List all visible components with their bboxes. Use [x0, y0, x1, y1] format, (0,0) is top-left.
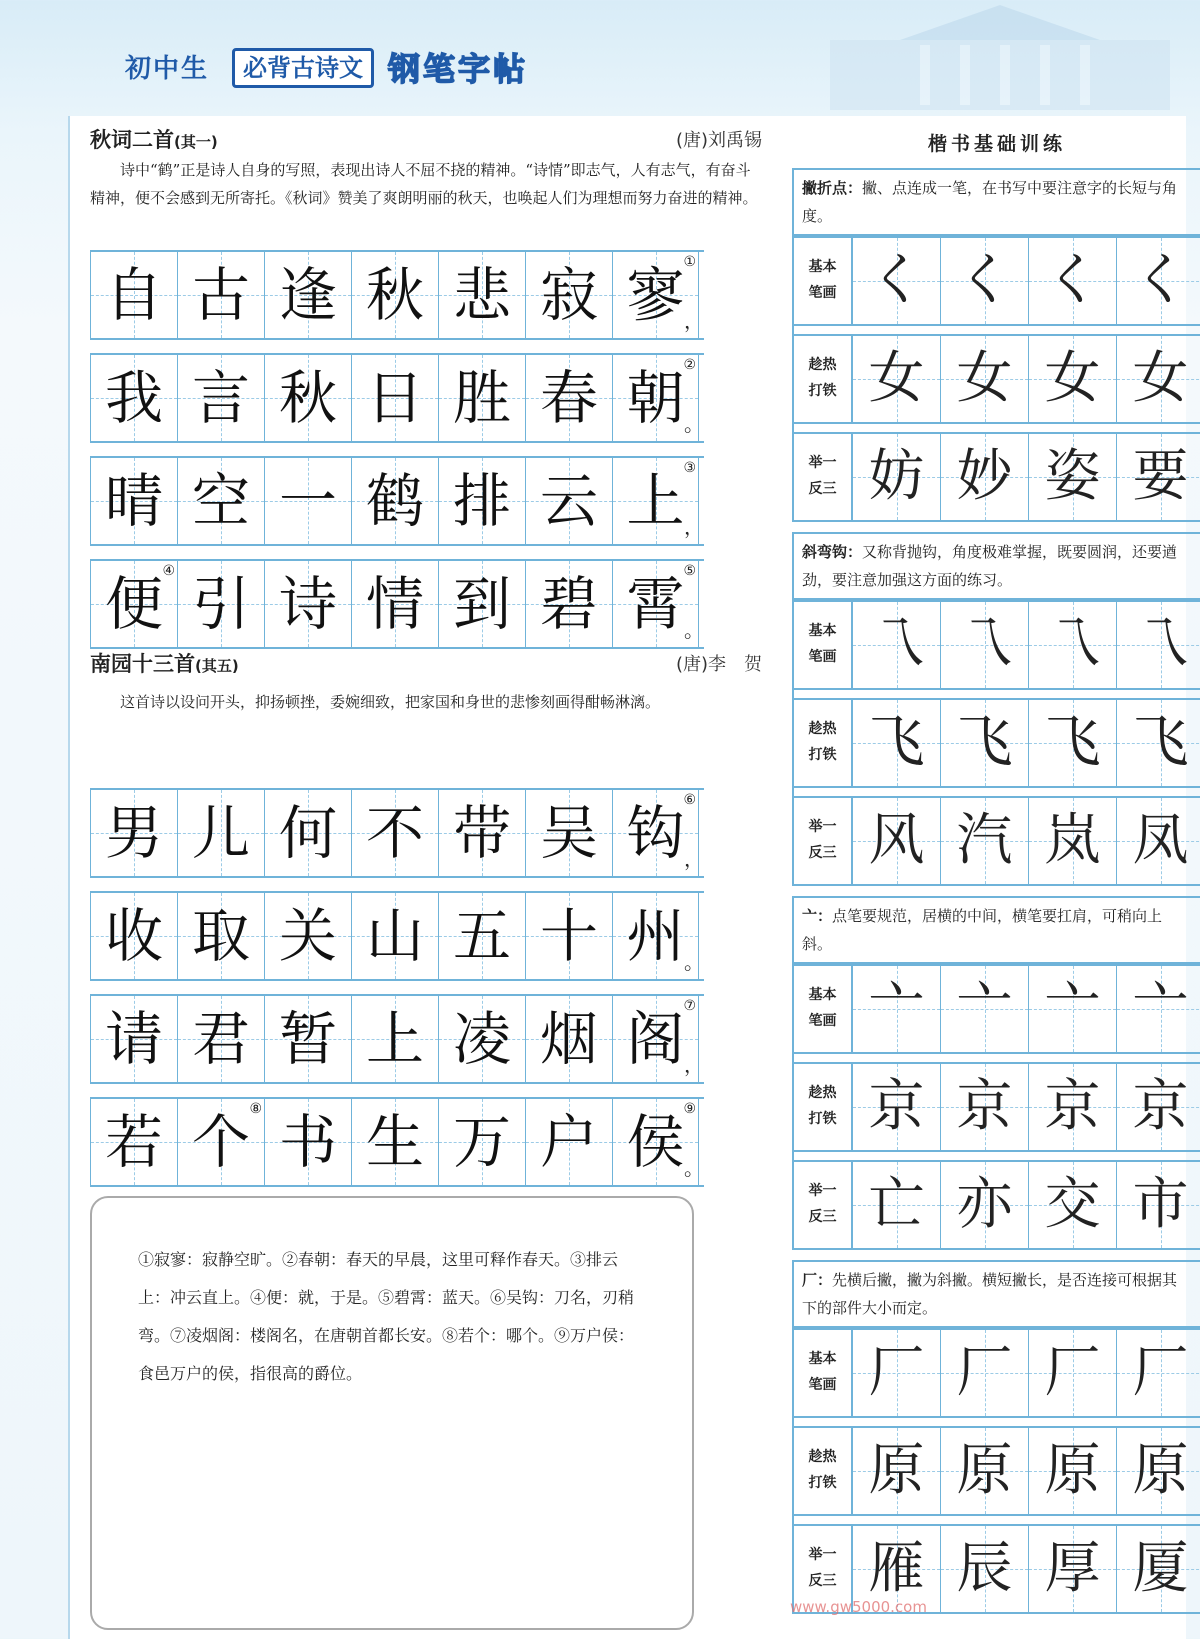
practice-char: 女	[1132, 346, 1189, 411]
poem2-char-cell	[90, 790, 177, 876]
practice-cell	[852, 1064, 940, 1150]
poem1-char-cell	[438, 355, 525, 441]
poem1-punctuation: 。	[684, 618, 704, 642]
practice-char: 乁	[1132, 612, 1189, 677]
poem2-char: 烟	[539, 1005, 598, 1073]
practice-block	[792, 896, 1200, 1250]
poem2-subtitle: (其五)	[195, 657, 239, 675]
practice-row-hot	[794, 698, 1200, 788]
poem1-char: 诗	[278, 570, 337, 638]
practice-cell	[1028, 1330, 1116, 1416]
poem2-char: 户	[539, 1108, 598, 1176]
poem1-char: 我	[104, 364, 163, 432]
poem2-char: 阁	[626, 1005, 685, 1073]
practice-char: 凤	[1132, 808, 1189, 873]
poem2-char: 何	[278, 799, 337, 867]
poems-column	[90, 116, 770, 1180]
poem1-row	[90, 252, 704, 340]
poem2-char-cell	[264, 893, 351, 979]
poem2-author: (唐)李 贺	[675, 654, 762, 675]
poem2-char-cell	[351, 790, 438, 876]
practice-char: 女	[1044, 346, 1101, 411]
practice-cell	[940, 1330, 1028, 1416]
poem2-char-cell	[177, 996, 264, 1082]
practice-char: 亠	[868, 976, 925, 1041]
poem2-char-cell	[177, 1099, 264, 1185]
poem1-punctuation: ，	[684, 309, 704, 333]
poem2-char-cell	[351, 1099, 438, 1185]
poem1-char-cell	[177, 458, 264, 544]
practice-cell	[940, 336, 1028, 422]
poem1-char-cell	[525, 355, 612, 441]
poem1-title	[90, 124, 218, 154]
practice-char: 要	[1132, 444, 1189, 509]
poem1-char: 晴	[104, 467, 163, 535]
poem2-punctuation: 。	[684, 950, 704, 974]
practice-row-label: 基本 笔画	[794, 602, 852, 688]
practice-row-hot	[794, 1426, 1200, 1516]
practice-char: 亠	[1044, 976, 1101, 1041]
practice-cell	[1028, 602, 1116, 688]
poem2-char: 带	[452, 799, 511, 867]
poem1-char-cell	[264, 355, 351, 441]
poem1-char: 古	[191, 261, 250, 329]
poem2-char-cell	[438, 1099, 525, 1185]
practice-cell	[852, 336, 940, 422]
poem1-char: 引	[191, 570, 250, 638]
practice-cell	[852, 1330, 940, 1416]
poem1-char-cell	[525, 252, 612, 338]
poem1-char: 言	[191, 364, 250, 432]
poem1-char-cell	[612, 355, 704, 441]
poem2-char: 十	[539, 902, 598, 970]
practice-char: く	[956, 248, 1013, 313]
poem2-char: 万	[452, 1108, 511, 1176]
poem1-char-cell	[264, 252, 351, 338]
poem1-char: 到	[452, 570, 511, 638]
practice-char: 女	[868, 346, 925, 411]
practice-description	[794, 534, 1200, 600]
practice-cell	[852, 798, 940, 884]
practice-cell	[940, 1428, 1028, 1514]
poem2-char: 生	[365, 1108, 424, 1176]
practice-row-label: 基本 笔画	[794, 966, 852, 1052]
practice-cell	[1116, 1064, 1200, 1150]
practice-char: 亡	[868, 1172, 925, 1237]
banner-title-part2: 必背古诗文	[232, 48, 374, 88]
poem1-char: 碧	[539, 570, 598, 638]
poem1-title-text: 秋词二首	[90, 128, 174, 152]
practice-cell	[940, 1064, 1028, 1150]
stroke-tip: 点笔要规范，居横的中间，横笔要扛肩，可稍向上斜。	[802, 907, 1163, 953]
practice-row-label: 基本 笔画	[794, 1330, 852, 1416]
practice-cell	[940, 798, 1028, 884]
practice-cell	[1028, 336, 1116, 422]
practice-char: 飞	[1044, 710, 1101, 775]
building-illustration	[800, 0, 1200, 110]
poem1-row	[90, 559, 704, 649]
practice-char: 飞	[868, 710, 925, 775]
poem2-char: 山	[365, 902, 424, 970]
practice-cell	[852, 434, 940, 520]
practice-row-label: 趁热 打铁	[794, 700, 852, 786]
poem1-char: 秋	[365, 261, 424, 329]
practice-char: 厂	[1132, 1340, 1189, 1405]
poem2-title-text: 南园十三首	[90, 652, 195, 676]
poem2-row	[90, 891, 704, 981]
practice-row-label: 基本 笔画	[794, 238, 852, 324]
banner-title-part3: 钢笔字帖	[388, 50, 529, 88]
poem1-char-cell	[438, 561, 525, 647]
footnote-marker: ⑦	[683, 998, 696, 1014]
footnote-marker: ②	[683, 357, 696, 373]
practice-cell	[1028, 1428, 1116, 1514]
poem1-char-cell	[177, 355, 264, 441]
poem1-char-cell	[612, 561, 704, 647]
poem2-char-cell	[90, 996, 177, 1082]
practice-char: 厦	[1132, 1536, 1189, 1601]
poem2-char: 凌	[452, 1005, 511, 1073]
practice-char: く	[1132, 248, 1189, 313]
practice-char: 市	[1132, 1172, 1189, 1237]
poem1-row	[90, 456, 704, 546]
practice-cell	[940, 602, 1028, 688]
poem2-char: 取	[191, 902, 250, 970]
practice-cell	[852, 1526, 940, 1612]
poem1-char-cell	[612, 252, 704, 338]
practice-cell	[1028, 798, 1116, 884]
poem1-char: 霄	[626, 570, 685, 638]
practice-cell	[852, 966, 940, 1052]
practice-cell	[940, 700, 1028, 786]
stroke-name: 撇折点：	[802, 179, 863, 197]
practice-char: 亠	[1132, 976, 1189, 1041]
poem2-char-cell	[90, 1099, 177, 1185]
practice-description	[794, 898, 1200, 964]
practice-row-label: 趁热 打铁	[794, 336, 852, 422]
stroke-tip: 又称背抛钩，角度极难掌握，既要圆润，还要遒劲，要注意加强这方面的练习。	[802, 543, 1178, 589]
practice-char: 辰	[956, 1536, 1013, 1601]
poem2-char-cell	[438, 893, 525, 979]
practice-char: 厂	[1044, 1340, 1101, 1405]
poem2-punctuation: ，	[684, 847, 704, 871]
practice-char: く	[1044, 248, 1101, 313]
practice-char: 交	[1044, 1172, 1101, 1237]
practice-char: 汽	[956, 808, 1013, 873]
poem1-char-cell	[351, 252, 438, 338]
practice-block	[792, 532, 1200, 886]
practice-char: 飞	[1132, 710, 1189, 775]
footnote-marker: ⑤	[683, 563, 696, 579]
stroke-name: 斜弯钩：	[802, 543, 863, 561]
footnote-marker: ①	[683, 254, 696, 270]
practice-cell	[852, 700, 940, 786]
poem2-char: 关	[278, 902, 337, 970]
poem1-char: 上	[626, 467, 685, 535]
poem1-subtitle: (其一)	[174, 133, 218, 151]
practice-char: 女	[956, 346, 1013, 411]
practice-row-label: 趁热 打铁	[794, 1428, 852, 1514]
poem-notes: ①寂寥：寂静空旷。②春朝：春天的早晨，这里可释作春天。③排云上：冲云直上。④便：就，于是。⑤碧霄：蓝天。⑥吴钩：刀名，刃稍弯。⑦凌烟阁：楼阁名，在唐朝首都长安。⑧若个：哪个。⑨万户侯：食邑万户的侯，指很高的爵位。	[138, 1250, 635, 1383]
poem1-intro: 诗中“鹤”正是诗人自身的写照，表现出诗人不屈不挠的精神。“诗情”即志气，人有志气，有奋斗精神，便不会感到无所寄托。《秋词》赞美了爽朗明丽的秋天，也唤起人们为理想而努力奋进的精神。	[90, 161, 758, 207]
practice-char: 妨	[868, 444, 925, 509]
practice-char: 京	[1044, 1074, 1101, 1139]
poem1-char-cell	[177, 252, 264, 338]
practice-char: 岚	[1044, 808, 1101, 873]
practice-cell	[1116, 434, 1200, 520]
poem2-char: 上	[365, 1005, 424, 1073]
poem2-char-cell	[177, 790, 264, 876]
practice-description	[794, 170, 1200, 236]
practice-cell	[1116, 798, 1200, 884]
stroke-name: 厂：	[802, 1271, 833, 1289]
practice-row-label: 趁热 打铁	[794, 1064, 852, 1150]
poem2-char-cell	[438, 996, 525, 1082]
poem2-row	[90, 1097, 704, 1187]
poem2-char: 钩	[626, 799, 685, 867]
poem2-char-cell	[525, 893, 612, 979]
practice-row-basic	[794, 964, 1200, 1054]
poem2-char-cell	[264, 790, 351, 876]
practice-block	[792, 1260, 1200, 1614]
practice-char: 亦	[956, 1172, 1013, 1237]
practice-char: 乁	[1044, 612, 1101, 677]
poem1-char: 春	[539, 364, 598, 432]
poem2-char-cell	[612, 996, 704, 1082]
practice-char: 原	[1044, 1438, 1101, 1503]
watermark: www.gw5000.com	[790, 1598, 927, 1616]
practice-char: 乁	[956, 612, 1013, 677]
poem1-char: 空	[191, 467, 250, 535]
poem2-char-cell	[351, 996, 438, 1082]
practice-cell	[852, 602, 940, 688]
practice-row-label: 举一 反三	[794, 434, 852, 520]
practice-row-label: 举一 反三	[794, 1162, 852, 1248]
practice-row-label: 举一 反三	[794, 1526, 852, 1612]
practice-cell	[1028, 434, 1116, 520]
poem1-char-cell	[90, 458, 177, 544]
practice-cell	[1028, 966, 1116, 1052]
poem1-char: 云	[539, 467, 598, 535]
practice-char: 厂	[956, 1340, 1013, 1405]
poem1-char-cell	[438, 252, 525, 338]
practice-cell	[1028, 1162, 1116, 1248]
poem1-char-cell	[612, 458, 704, 544]
practice-char: 妙	[956, 444, 1013, 509]
poem1-char: 逢	[278, 261, 337, 329]
poem2-char: 不	[365, 799, 424, 867]
practice-char: 原	[956, 1438, 1013, 1503]
poem2-char: 五	[452, 902, 511, 970]
header-banner	[0, 0, 1200, 110]
poem2-char-cell	[264, 1099, 351, 1185]
poem1-author: (唐)刘禹锡	[675, 130, 762, 151]
poem1-char-cell	[351, 561, 438, 647]
stroke-tip: 先横后撇，撇为斜撇。横短撇长，是否连接可根据其下的部件大小而定。	[802, 1271, 1178, 1317]
poem2-char: 书	[278, 1108, 337, 1176]
poem2-char: 君	[191, 1005, 250, 1073]
practice-row-label: 举一 反三	[794, 798, 852, 884]
poem1-char: 情	[365, 570, 424, 638]
practice-cell	[940, 238, 1028, 324]
practice-char: 原	[868, 1438, 925, 1503]
banner-title-part1: 初中生	[125, 54, 210, 84]
practice-row-extend	[794, 432, 1200, 522]
practice-char: 京	[1132, 1074, 1189, 1139]
poem1-char: 自	[104, 261, 163, 329]
poem1-grid	[90, 250, 704, 662]
practice-row-extend	[794, 1160, 1200, 1250]
practice-char: 飞	[956, 710, 1013, 775]
practice-cell	[940, 1526, 1028, 1612]
stroke-name: 亠：	[802, 907, 833, 925]
poem2-char-cell	[525, 790, 612, 876]
practice-char: 姿	[1044, 444, 1101, 509]
poem1-char-cell	[264, 561, 351, 647]
practice-char: 京	[868, 1074, 925, 1139]
practice-row-basic	[794, 600, 1200, 690]
poem2-char: 男	[104, 799, 163, 867]
poem1-char: 寂	[539, 261, 598, 329]
poem2-char-cell	[525, 996, 612, 1082]
footnote-marker: ③	[683, 460, 696, 476]
poem2-char-cell	[525, 1099, 612, 1185]
poem1-char-cell	[525, 458, 612, 544]
practice-cell	[1028, 1526, 1116, 1612]
poem2-char: 州	[626, 902, 685, 970]
poem1-row	[90, 353, 704, 443]
poem1-punctuation: ，	[684, 515, 704, 539]
poem2-char: 若	[104, 1108, 163, 1176]
poem2-header	[90, 640, 770, 674]
poem2-char: 儿	[191, 799, 250, 867]
poem1-char-cell	[351, 355, 438, 441]
practice-cell	[1116, 602, 1200, 688]
practice-cell	[940, 434, 1028, 520]
practice-cell	[852, 238, 940, 324]
poem1-char-cell	[351, 458, 438, 544]
practice-blocks	[792, 168, 1200, 1614]
poem1-char-cell	[177, 561, 264, 647]
poem2-char: 收	[104, 902, 163, 970]
page-body	[68, 116, 1189, 1639]
practice-char: 厚	[1044, 1536, 1101, 1601]
practice-row-basic	[794, 236, 1200, 326]
practice-char: 亠	[956, 976, 1013, 1041]
practice-char: 原	[1132, 1438, 1189, 1503]
poem1-char: 朝	[626, 364, 685, 432]
practice-row-hot	[794, 334, 1200, 424]
poem2-grid	[90, 788, 704, 1200]
practice-cell	[852, 1428, 940, 1514]
poem1-char: 寥	[626, 261, 685, 329]
footnote-marker: ⑨	[683, 1101, 696, 1117]
poem2-punctuation: ，	[684, 1053, 704, 1077]
poem2-char: 个	[191, 1108, 250, 1176]
poem1-char: 胜	[452, 364, 511, 432]
poem2-char-cell	[612, 893, 704, 979]
practice-cell	[1116, 238, 1200, 324]
poem1-char: 一	[278, 467, 337, 535]
practice-row-extend	[794, 796, 1200, 886]
practice-cell	[1116, 1162, 1200, 1248]
practice-cell	[1116, 966, 1200, 1052]
poem1-header	[90, 116, 770, 150]
practice-cell	[1116, 336, 1200, 422]
poem1-char: 便	[104, 570, 163, 638]
poem2-intro: 这首诗以设问开头，抑扬顿挫，委婉细致，把家国和身世的悲惨刻画得酣畅淋漓。	[120, 693, 661, 711]
poem1-char-cell	[264, 458, 351, 544]
poem2-char-cell	[351, 893, 438, 979]
practice-cell	[1116, 1428, 1200, 1514]
poem2-row	[90, 790, 704, 878]
practice-description	[794, 1262, 1200, 1328]
footnote-marker: ④	[162, 563, 175, 579]
practice-cell	[1028, 700, 1116, 786]
poem2-char-cell	[177, 893, 264, 979]
practice-cell	[1116, 1330, 1200, 1416]
practice-row-extend	[794, 1524, 1200, 1614]
footnote-marker: ⑧	[249, 1101, 262, 1117]
practice-cell	[852, 1162, 940, 1248]
poem2-char: 请	[104, 1005, 163, 1073]
poem2-char: 侯	[626, 1108, 685, 1176]
poem2-char: 吴	[539, 799, 598, 867]
practice-cell	[940, 1162, 1028, 1248]
poem1-char-cell	[90, 355, 177, 441]
practice-row-hot	[794, 1062, 1200, 1152]
practice-title: 楷书基础训练	[927, 133, 1066, 155]
poem1-char: 悲	[452, 261, 511, 329]
poem1-char-cell	[525, 561, 612, 647]
practice-cell	[940, 966, 1028, 1052]
poem2-char-cell	[264, 996, 351, 1082]
poem2-char-cell	[612, 790, 704, 876]
poem2-char: 暂	[278, 1005, 337, 1073]
poem1-char-cell	[90, 561, 177, 647]
practice-char: く	[868, 248, 925, 313]
practice-char: 雁	[868, 1536, 925, 1601]
practice-cell	[1028, 1064, 1116, 1150]
poem1-char-cell	[438, 458, 525, 544]
poem1-char-cell	[90, 252, 177, 338]
practice-cell	[1028, 238, 1116, 324]
practice-char: 京	[956, 1074, 1013, 1139]
stroke-tip: 撇、点连成一笔，在书写中要注意字的长短与角度。	[802, 179, 1178, 225]
practice-cell	[1116, 1526, 1200, 1612]
poem2-char-cell	[90, 893, 177, 979]
practice-char: 厂	[868, 1340, 925, 1405]
poem1-char: 秋	[278, 364, 337, 432]
poem2-char-cell	[438, 790, 525, 876]
poem2-row	[90, 994, 704, 1084]
poem1-char: 日	[365, 364, 424, 432]
poem1-char: 鹤	[365, 467, 424, 535]
poem2-title	[90, 648, 239, 678]
practice-cell	[1116, 700, 1200, 786]
footnote-marker: ⑥	[683, 792, 696, 808]
poem1-char: 排	[452, 467, 511, 535]
practice-char: 乁	[868, 612, 925, 677]
poem1-punctuation: 。	[684, 412, 704, 436]
poem2-punctuation: 。	[684, 1156, 704, 1180]
practice-char: 风	[868, 808, 925, 873]
practice-column	[792, 116, 1200, 1624]
practice-row-basic	[794, 1328, 1200, 1418]
poem2-char-cell	[612, 1099, 704, 1185]
practice-block	[792, 168, 1200, 522]
